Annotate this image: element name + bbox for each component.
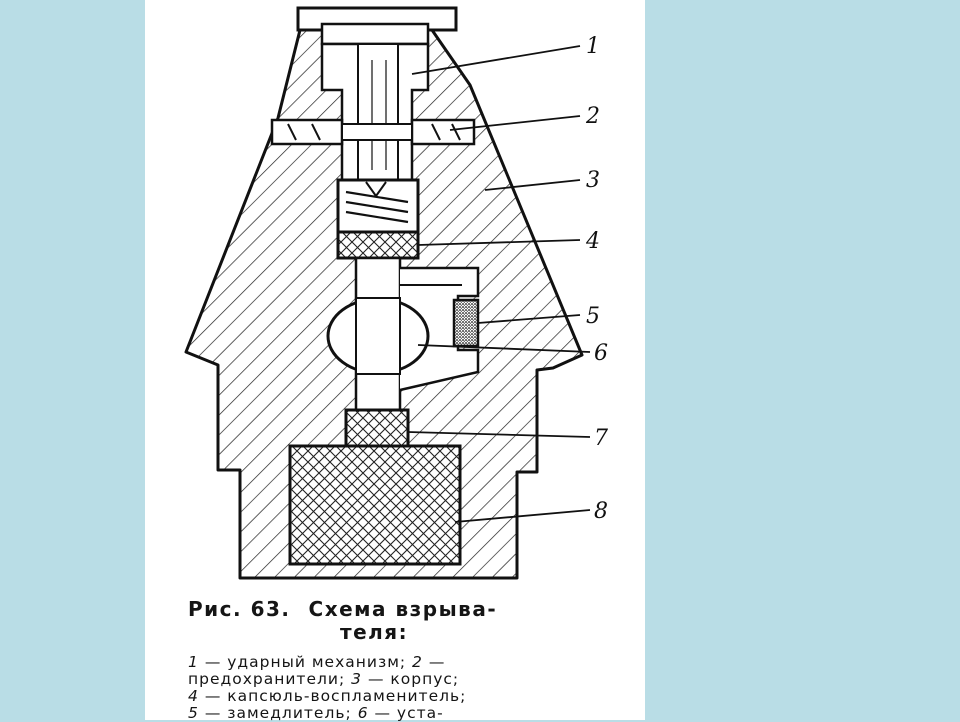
- callout-2: 2: [586, 104, 600, 129]
- callout-numbers: [585, 34, 608, 524]
- callout-3: 3: [586, 168, 600, 193]
- legend-line: предохранители; 3 — корпус;: [188, 670, 460, 688]
- delay-element: [454, 300, 478, 346]
- callout-8: 8: [594, 499, 608, 524]
- caption-title-part1: Схема взрыва-: [308, 597, 498, 621]
- figure-caption: [188, 598, 628, 722]
- legend-line: 4 — капсюль-воспламенитель;: [188, 687, 467, 705]
- firing-pin: [358, 44, 398, 180]
- caption-title-line2: теля:: [340, 620, 409, 644]
- booster-charge: [290, 446, 460, 564]
- spring-chamber: [338, 180, 418, 232]
- callout-5: 5: [586, 304, 600, 329]
- caption-title: [188, 598, 628, 621]
- primer-igniter: [338, 232, 418, 258]
- callout-1: 1: [586, 34, 600, 59]
- striker-head: [322, 24, 428, 44]
- legend-line: 1 — ударный механизм; 2 —: [188, 653, 446, 671]
- legend-line: 5 — замедлитель; 6 — уста-: [188, 704, 444, 722]
- callout-6: 6: [594, 341, 608, 366]
- callout-4: 4: [586, 229, 600, 254]
- legend: [188, 654, 628, 722]
- figure-number: Рис. 63.: [188, 597, 291, 621]
- detonator: [346, 410, 408, 446]
- callout-7: 7: [594, 426, 608, 451]
- safety-pins: [272, 120, 474, 144]
